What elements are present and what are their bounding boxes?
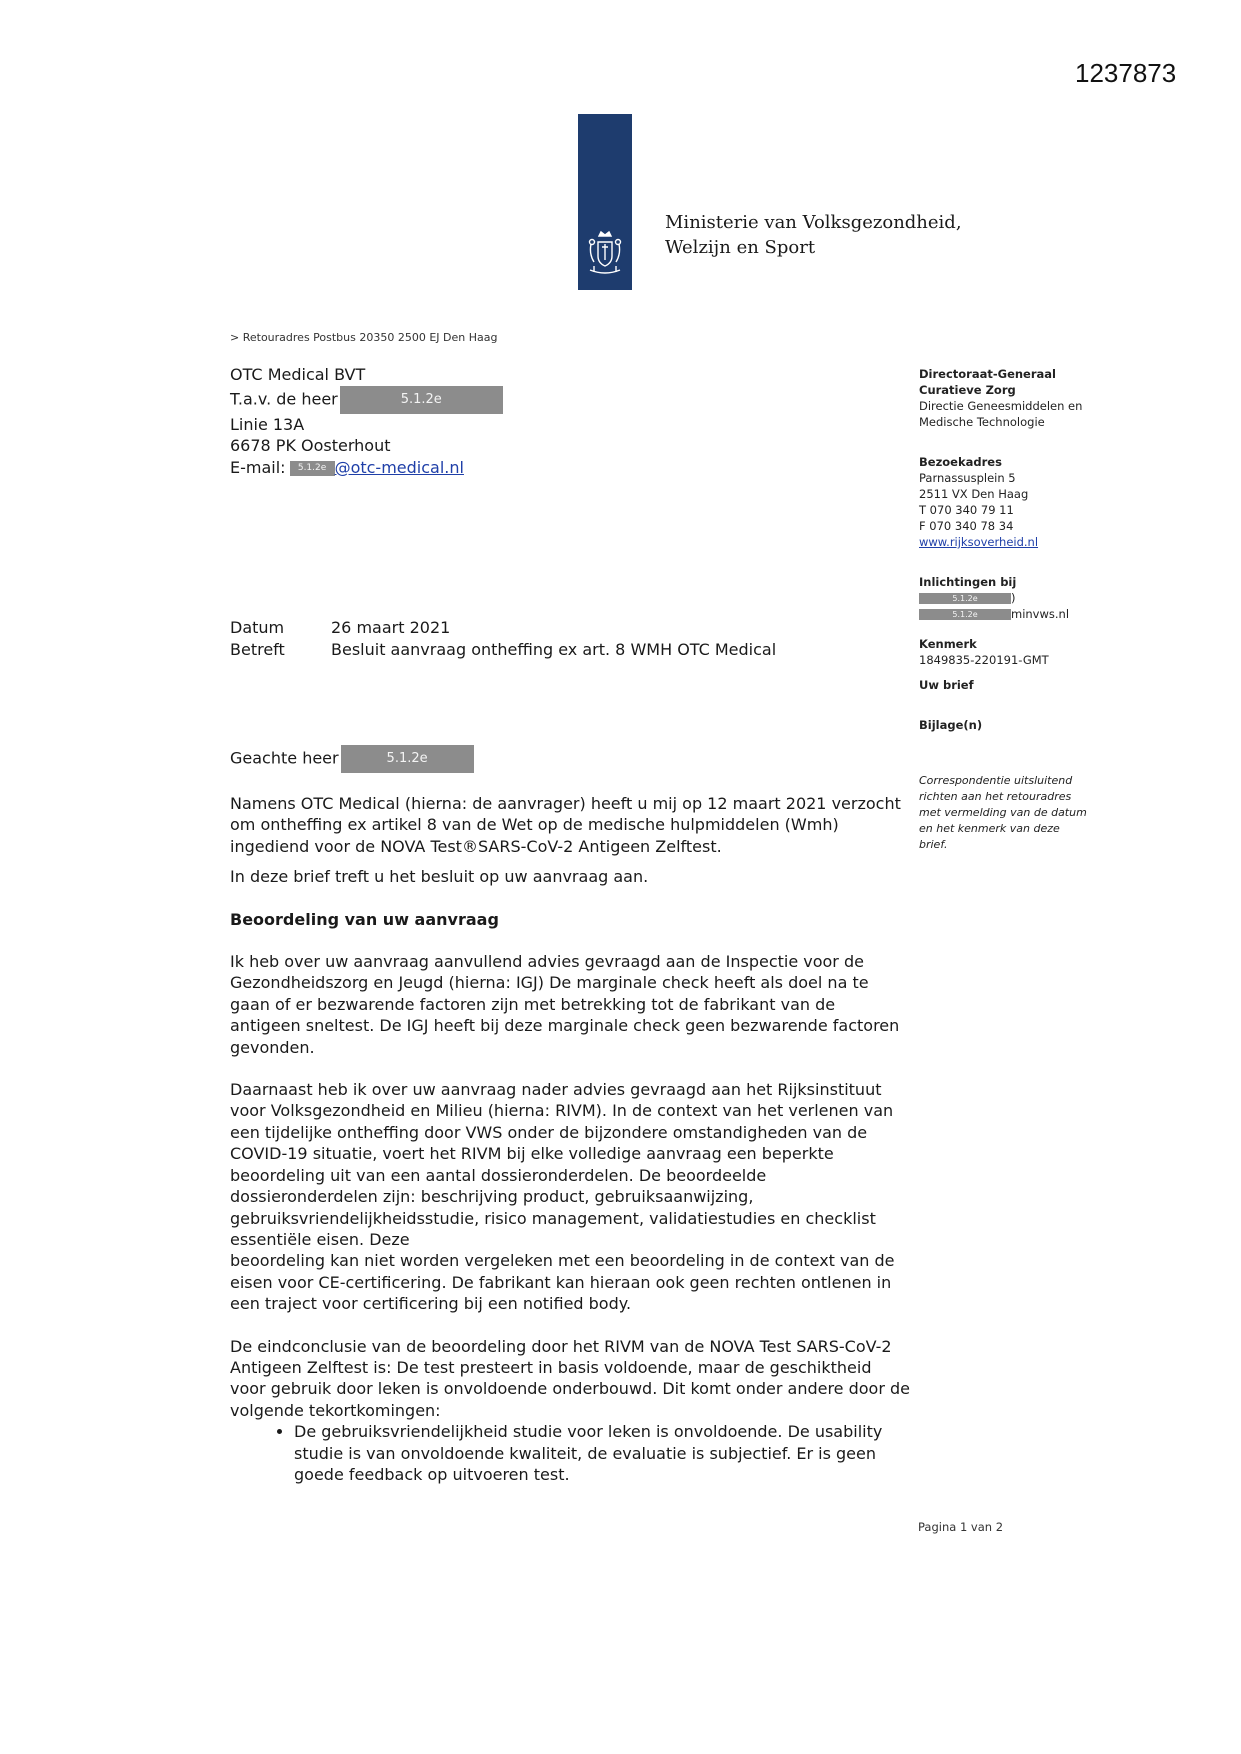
subject-value: Besluit aanvraag ontheffing ex art. 8 WMH OTC Medical — [331, 640, 777, 659]
recipient-attention — [230, 386, 503, 414]
info-paren: ) — [1011, 591, 1016, 605]
correspondence-note: Correspondentie uitsluitend richten aan het retouradres met vermelding van de datum en het kenmerk van deze brief. — [919, 774, 1087, 851]
paragraph-5: De eindconclusie van de beoordeling door het RIVM van de NOVA Test SARS-CoV-2 Antigeen Zelftest is: De test presteert in basis voldoende, maar de geschiktheid voor gebruik door leken is onvoldoende onderbouwd. Dit komt onder andere door de volgende tekortkomingen: — [230, 1336, 911, 1420]
salutation — [230, 745, 474, 773]
recipient-email — [230, 457, 503, 479]
date-label: Datum — [230, 618, 285, 637]
recipient-street: Linie 13A — [230, 414, 305, 434]
reference-title: Kenmerk — [919, 637, 977, 651]
website-link[interactable]: www.rijksoverheid.nl — [919, 535, 1039, 549]
redaction-block: 5.1.2e — [290, 461, 335, 476]
paragraph-1: Namens OTC Medical (hierna: de aanvrager) heeft u mij op 12 maart 2021 verzocht om ontheffing ex artikel 8 van de Wet op de medische hulpmiddelen (Wmh) ingediend voor de NOVA Test®SARS-CoV-2 Antigeen Zelftest. — [230, 794, 901, 856]
subject-label: Betreft — [230, 640, 285, 659]
your-letter-label: Uw brief — [919, 678, 974, 692]
date-row — [230, 617, 776, 639]
directorate-line-1: Directie Geneesmiddelen en — [919, 399, 1083, 413]
ministry-line-2: Welzijn en Sport — [665, 237, 816, 258]
email-label: E-mail: — [230, 457, 286, 477]
info-contact-name — [919, 590, 1169, 606]
list-item: • De gebruiksvriendelijkheid studie voor leken is onvoldoende. De usability studie is van onvoldoende kwaliteit, de evaluatie is subjectief. Er is geen goede feedback op uitvoeren test. — [294, 1421, 910, 1485]
dg-line-1: Directoraat-Generaal — [919, 367, 1056, 381]
visit-address-title: Bezoekadres — [919, 455, 1002, 469]
salutation-text: Geachte heer — [230, 748, 339, 768]
document-number: 1237873 — [1075, 58, 1177, 88]
sidebar-info — [919, 366, 1169, 853]
letter-body — [230, 793, 910, 1485]
fax-number: F 070 340 78 34 — [919, 519, 1014, 533]
date-value: 26 maart 2021 — [331, 618, 451, 637]
ministry-name — [665, 210, 962, 260]
redaction-block: 5.1.2e — [919, 593, 1011, 604]
redaction-block: 5.1.2e — [340, 386, 503, 414]
paragraph-4b: beoordeling kan niet worden vergeleken met een beoordeling in de context van de eisen voor CE-certificering. De fabrikant kan hieraan ook geen rechten ontlenen in een traject voor certificering bij een notified body. — [230, 1251, 895, 1314]
letter-meta — [230, 617, 776, 661]
recipient-company: OTC Medical BVT — [230, 365, 366, 384]
paragraph-3: Ik heb over uw aanvraag aanvullend advies gevraagd aan de Inspectie voor de Gezondheidszorg en Jeugd (hierna: IGJ) De marginale check heeft als doel na te gaan of er bezwarende factoren zijn met betrekking tot de fabrikant van de antigeen sneltest. De IGJ heeft bij deze marginale check geen bezwarende factoren gevonden. — [230, 952, 900, 1057]
shortcomings-list — [230, 1421, 910, 1485]
info-email-suffix: minvws.nl — [1011, 607, 1070, 621]
paragraph-4a: Daarnaast heb ik over uw aanvraag nader advies gevraagd aan het Rijksinstituut voor Volksgezondheid en Milieu (hierna: RIVM). In de context van het verlenen van een tijdelijke ontheffing door VWS onder de bijzondere omstandigheden van de COVID-19 situatie, voert het RIVM bij elke volledige aanvraag een beperkte beoordeling uit van een aantal dossieronderdelen. De beoordeelde dossieronderdelen zijn: beschrijving product, gebruiksaanwijzing, gebruiksvriendelijkheidsstudie, risico management, validatiestudies en checklist essentiële eisen. Deze — [230, 1080, 894, 1249]
coat-of-arms-icon — [586, 230, 624, 280]
directorate-line-2: Medische Technologie — [919, 415, 1045, 429]
ministry-line-1: Ministerie van Volksgezondheid, — [665, 212, 962, 233]
section-heading: Beoordeling van uw aanvraag — [230, 909, 499, 929]
reference-value: 1849835-220191-GMT — [919, 653, 1049, 667]
visit-street: Parnassusplein 5 — [919, 471, 1016, 485]
redaction-block: 5.1.2e — [919, 609, 1011, 620]
return-address: > Retouradres Postbus 20350 2500 EJ Den Haag — [230, 331, 498, 344]
info-title: Inlichtingen bij — [919, 575, 1017, 589]
attention-label: T.a.v. de heer — [230, 389, 338, 408]
paragraph-2: In deze brief treft u het besluit op uw aanvraag aan. — [230, 867, 649, 887]
dg-line-2: Curatieve Zorg — [919, 383, 1016, 397]
visit-city: 2511 VX Den Haag — [919, 487, 1029, 501]
phone-number: T 070 340 79 11 — [919, 503, 1014, 517]
government-logo-bar — [578, 114, 632, 290]
subject-row — [230, 639, 776, 661]
info-contact-email — [919, 606, 1169, 622]
attachments-label: Bijlage(n) — [919, 718, 983, 732]
email-link[interactable]: @otc-medical.nl — [334, 457, 464, 477]
redaction-block: 5.1.2e — [341, 745, 474, 773]
recipient-address — [230, 364, 503, 478]
page-number: Pagina 1 van 2 — [918, 1520, 1004, 1534]
recipient-city: 6678 PK Oosterhout — [230, 436, 391, 455]
